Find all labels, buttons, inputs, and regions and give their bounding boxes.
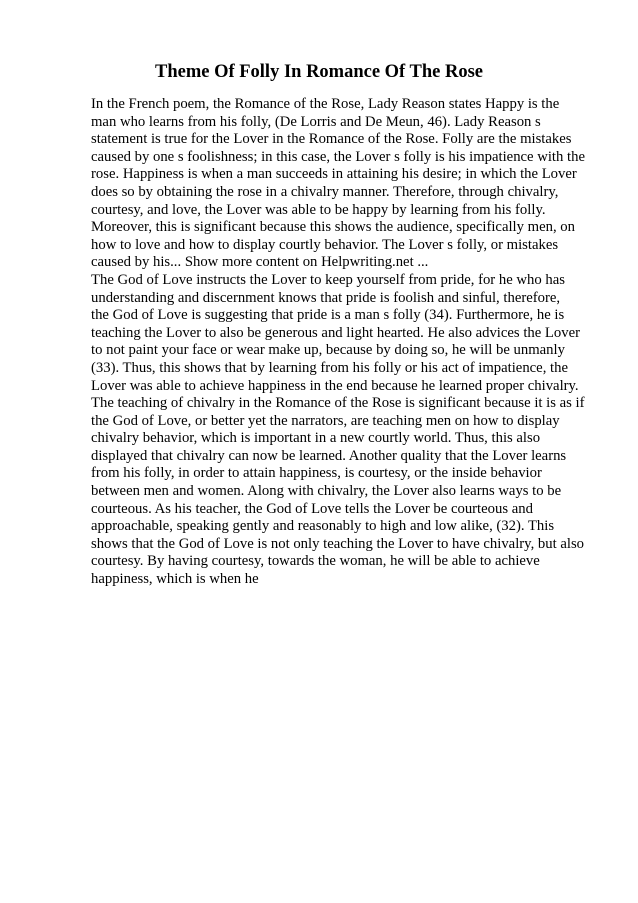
text-line: courteous. As his teacher, the God of Love tells the Lover be courteous and <box>91 500 533 517</box>
text-line: the God of Love is suggesting that pride is a man s folly (34). Furthermore, he is <box>91 307 565 324</box>
text-line: happiness, which is when he <box>91 571 259 588</box>
text-line: The teaching of chivalry in the Romance of the Rose is significant because it is as if <box>91 395 585 412</box>
text-line: does so by obtaining the rose in a chivalry manner. Therefore, through chivalry, <box>91 183 559 200</box>
text-line: approachable, speaking gently and reasonably to high and low alike, (32). This <box>91 518 555 535</box>
text-line: the God of Love, or better yet the narrators, are teaching men on how to display <box>91 412 560 429</box>
text-line: statement is true for the Lover in the Romance of the Rose. Folly are the mistakes <box>91 131 572 148</box>
document-body <box>91 96 591 589</box>
text-line: from his folly, in order to attain happiness, is courtesy, or the inside behavior <box>91 465 542 482</box>
text-line: man who learns from his folly, (De Lorris and De Meun, 46). Lady Reason s <box>91 113 541 130</box>
text-line: teaching the Lover to also be generous and light hearted. He also advices the Lover <box>91 324 580 341</box>
text-line: rose. Happiness is when a man succeeds in attaining his desire; in which the Lover <box>91 166 577 183</box>
document-title: Theme Of Folly In Romance Of The Rose <box>154 62 483 82</box>
text-line: Lover was able to achieve happiness in the end because he learned proper chivalry. <box>91 377 579 394</box>
text-line: Moreover, this is significant because this shows the audience, specifically men, on <box>91 219 575 236</box>
text-line: caused by his... Show more content on Helpwriting.net ... <box>91 254 429 271</box>
text-line: shows that the God of Love is not only teaching the Lover to have chivalry, but also <box>91 535 585 552</box>
text-line: how to love and how to display courtly behavior. The Lover s folly, or mistakes <box>91 236 559 253</box>
text-line: (33). Thus, this shows that by learning from his folly or his act of impatience, the <box>91 359 568 376</box>
text-line: to not paint your face or wear make up, because by doing so, he will be unmanly <box>91 342 565 359</box>
text-line: understanding and discernment knows that pride is foolish and sinful, therefore, <box>91 289 561 306</box>
text-line: In the French poem, the Romance of the Rose, Lady Reason states Happy is the <box>91 96 560 112</box>
text-line: courtesy, and love, the Lover was able to be happy by learning from his folly. <box>91 201 546 218</box>
text-line: between men and women. Along with chivalry, the Lover also learns ways to be <box>91 483 562 500</box>
text-line: chivalry behavior, which is important in a new courtly world. Thus, this also <box>91 430 541 447</box>
text-line: caused by one s foolishness; in this case, the Lover s folly is his impatience with the <box>91 148 585 165</box>
text-line: The God of Love instructs the Lover to keep yourself from pride, for he who has <box>91 271 565 288</box>
text-line: displayed that chivalry can now be learned. Another quality that the Lover learns <box>91 447 567 464</box>
text-line: courtesy. By having courtesy, towards the woman, he will be able to achieve <box>91 553 540 570</box>
